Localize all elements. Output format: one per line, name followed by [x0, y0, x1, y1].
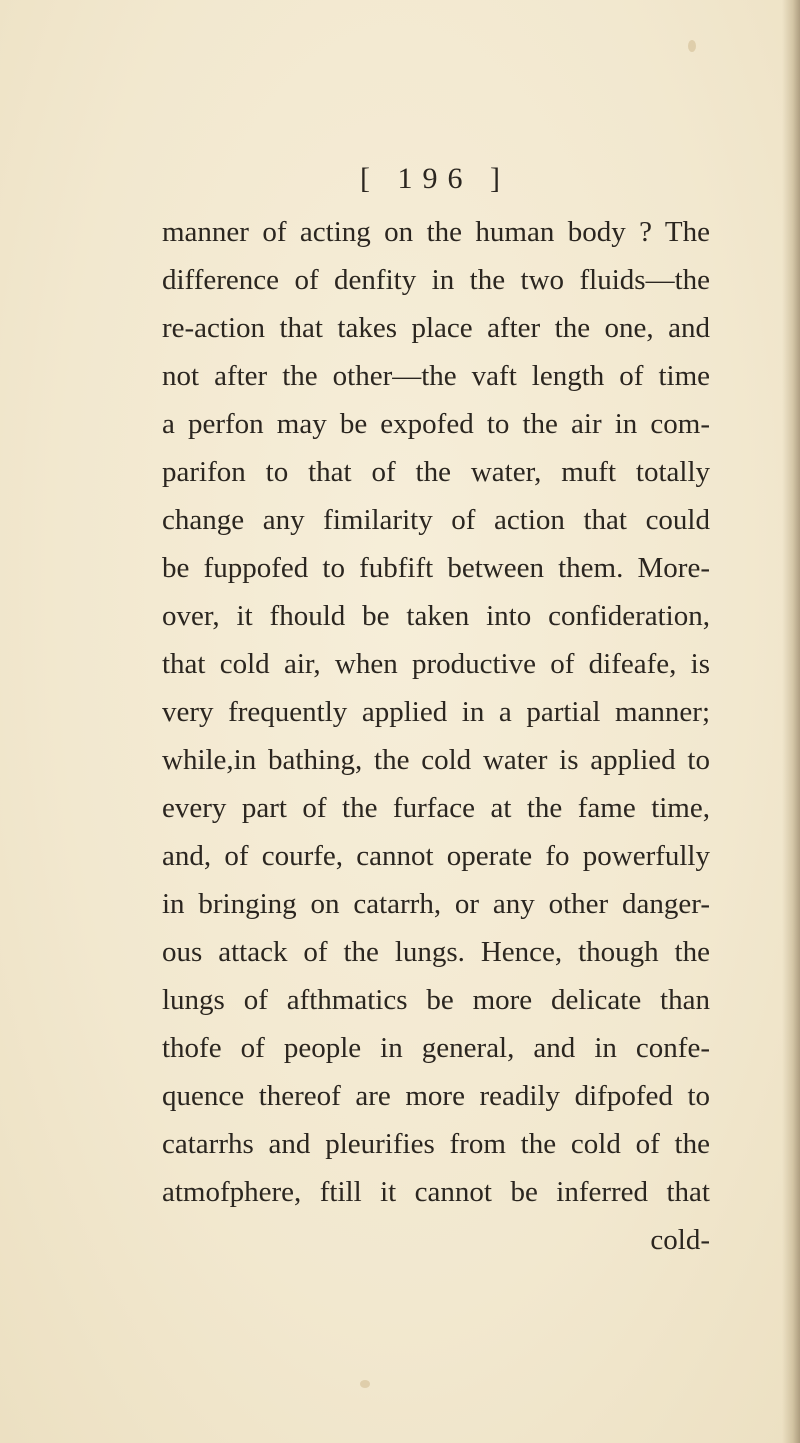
text-line: over, it fhould be taken into confideration,: [162, 600, 710, 632]
text-line: and, of courfe, cannot operate fo powerfully: [162, 840, 710, 872]
text-line: catarrhs and pleurifies from the cold of the: [162, 1128, 710, 1160]
text-line: thofe of people in general, and in confe-: [162, 1032, 710, 1064]
body-text: [162, 208, 710, 1264]
text-line: change any fimilarity of action that could: [162, 504, 710, 536]
text-line: manner of acting on the human body ? The: [162, 216, 710, 248]
page-edge-shadow: [782, 0, 800, 1443]
text-line: be fuppofed to fubfift between them. More-: [162, 552, 710, 584]
foxing-spot: [360, 1380, 370, 1388]
text-line: every part of the furface at the fame time,: [162, 792, 710, 824]
text-line: atmofphere, ftill it cannot be inferred that: [162, 1176, 710, 1208]
text-line: not after the other—the vaft length of time: [162, 360, 710, 392]
text-line: re-action that takes place after the one, and: [162, 312, 710, 344]
page-number: [ 196 ]: [360, 162, 510, 195]
text-line: lungs of afthmatics be more delicate than: [162, 984, 710, 1016]
text-line: quence thereof are more readily difpofed to: [162, 1080, 710, 1112]
text-line: difference of denfity in the two fluids—the: [162, 264, 710, 296]
text-line: while,in bathing, the cold water is applied to: [162, 744, 710, 776]
text-line: in bringing on catarrh, or any other danger-: [162, 888, 710, 920]
text-line: that cold air, when productive of difeafe, is: [162, 648, 710, 680]
text-line: very frequently applied in a partial manner;: [162, 696, 710, 728]
text-line: ous attack of the lungs. Hence, though the: [162, 936, 710, 968]
text-line: parifon to that of the water, muft totally: [162, 456, 710, 488]
catchword: cold-: [650, 1224, 710, 1256]
foxing-spot: [688, 40, 696, 52]
text-line: a perfon may be expofed to the air in com-: [162, 408, 710, 440]
